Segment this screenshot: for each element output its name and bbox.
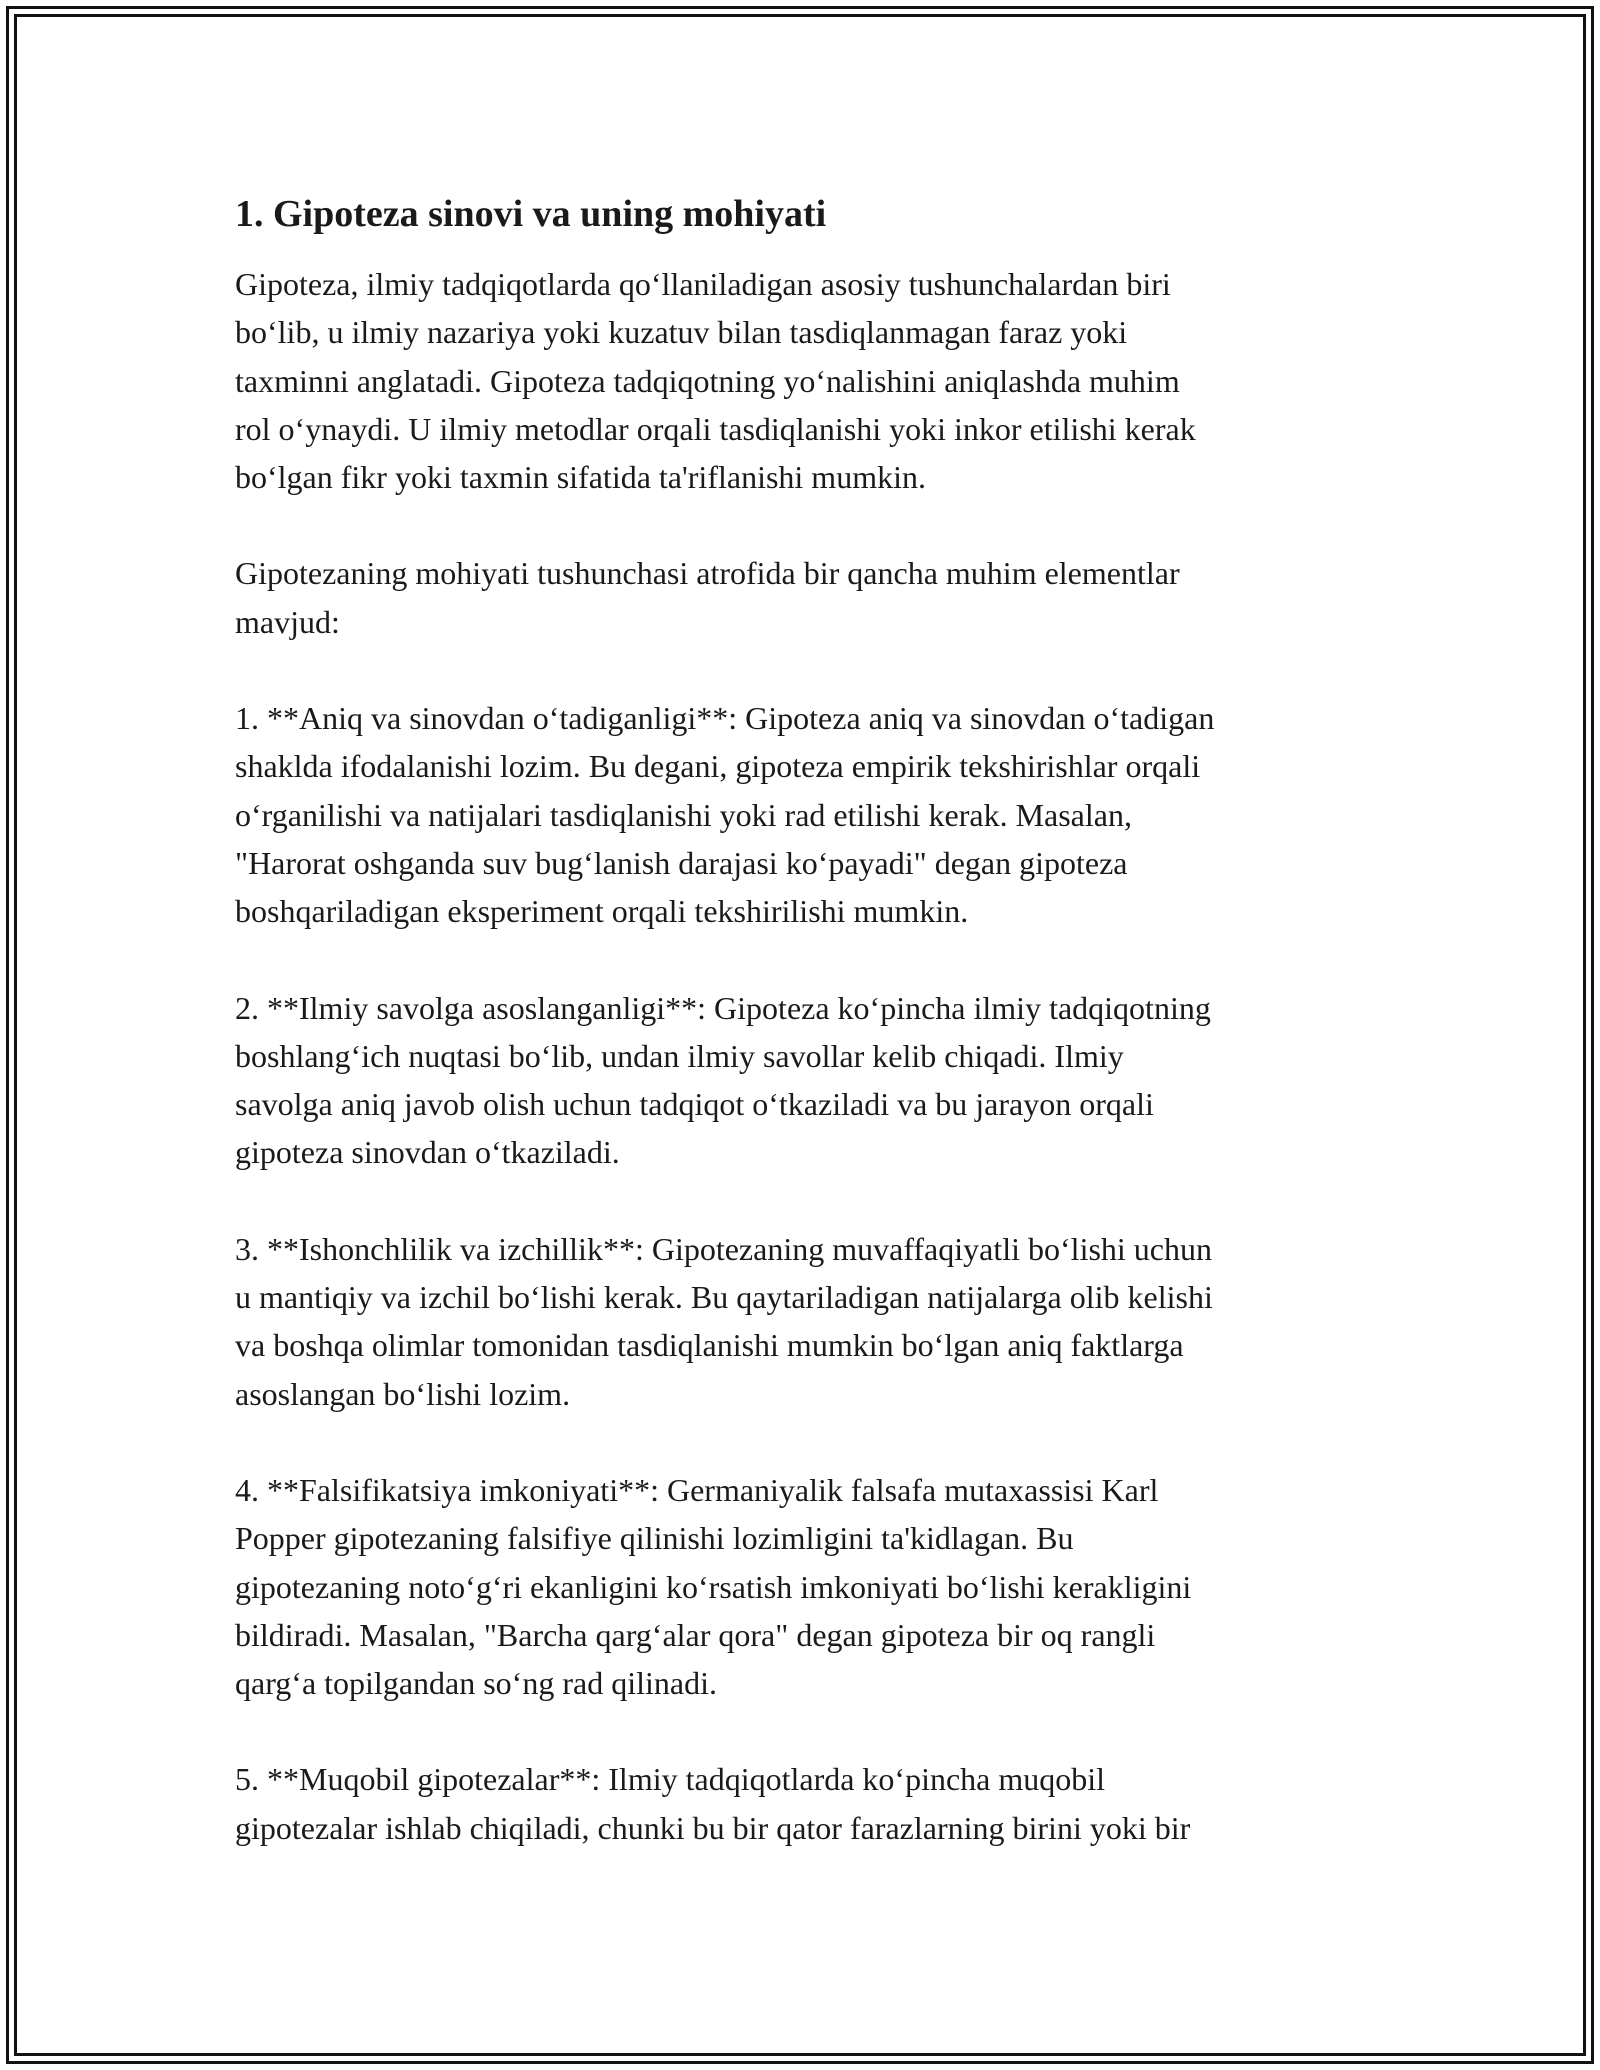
section-heading: 1. Gipoteza sinovi va uning mohiyati [235,193,827,235]
list-item-1: 1. **Aniq va sinovdan o‘tadiganligi**: Gipoteza aniq va sinovdan o‘tadigan shaklda ifodalanishi lozim. Bu degani, gipoteza empirik tekshirishlar orqali o‘rganilishi va natijalari tasdiqlanishi yoki rad etilishi kerak. Masalan, "Harorat oshganda suv bug‘lanish darajasi ko‘payadi" degan gipoteza boshqariladigan eksperiment orqali tekshirilishi mumkin. [235,700,1215,930]
paragraph-elements-lead: Gipotezaning mohiyati tushunchasi atrofida bir qancha muhim elementlar mavjud: [235,555,1180,640]
list-item-4: 4. **Falsifikatsiya imkoniyati**: Germaniyalik falsafa mutaxassisi Karl Popper gipotezaning falsifiye qilinishi lozimligini ta'kidlagan. Bu gipotezaning noto‘g‘ri ekanligini ko‘rsatish imkoniyati bo‘lishi kerakligini bildiradi. Masalan, "Barcha qarg‘alar qora" degan gipoteza bir oq rangli qarg‘a topilgandan so‘ng rad qilinadi. [235,1471,1192,1702]
paragraph-intro: Gipoteza, ilmiy tadqiqotlarda qo‘llaniladigan asosiy tushunchalardan biri bo‘lib, u ilmiy nazariya yoki kuzatuv bilan tasdiqlanmagan faraz yoki taxminni anglatadi. Gipoteza tadqiqotning yo‘nalishini aniqlashda muhim rol o‘ynaydi. U ilmiy metodlar orqali tasdiqlanishi yoki inkor etilishi kerak bo‘lgan fikr yoki taxmin sifatida ta'riflanishi mumkin. [235,266,1196,496]
list-item-5: 5. **Muqobil gipotezalar**: Ilmiy tadqiqotlarda ko‘pincha muqobil gipotezalar ishlab chiqiladi, chunki bu bir qator farazlarning birini yoki bir [235,1761,1191,1846]
document-body [235,190,1365,1900]
list-item-2: 2. **Ilmiy savolga asoslanganligi**: Gipoteza ko‘pincha ilmiy tadqiqotning boshlang‘ich nuqtasi bo‘lib, undan ilmiy savollar kelib chiqadi. Ilmiy savolga aniq javob olish uchun tadqiqot o‘tkaziladi va bu jarayon orqali gipoteza sinovdan o‘tkaziladi. [235,989,1211,1171]
list-item-3: 3. **Ishonchlilik va izchillik**: Gipotezaning muvaffaqiyatli bo‘lishi uchun u mantiqiy va izchil bo‘lishi kerak. Bu qaytariladigan natijalarga olib kelishi va boshqa olimlar tomonidan tasdiqlanishi mumkin bo‘lgan aniq faktlarga asoslangan bo‘lishi lozim. [235,1230,1213,1412]
